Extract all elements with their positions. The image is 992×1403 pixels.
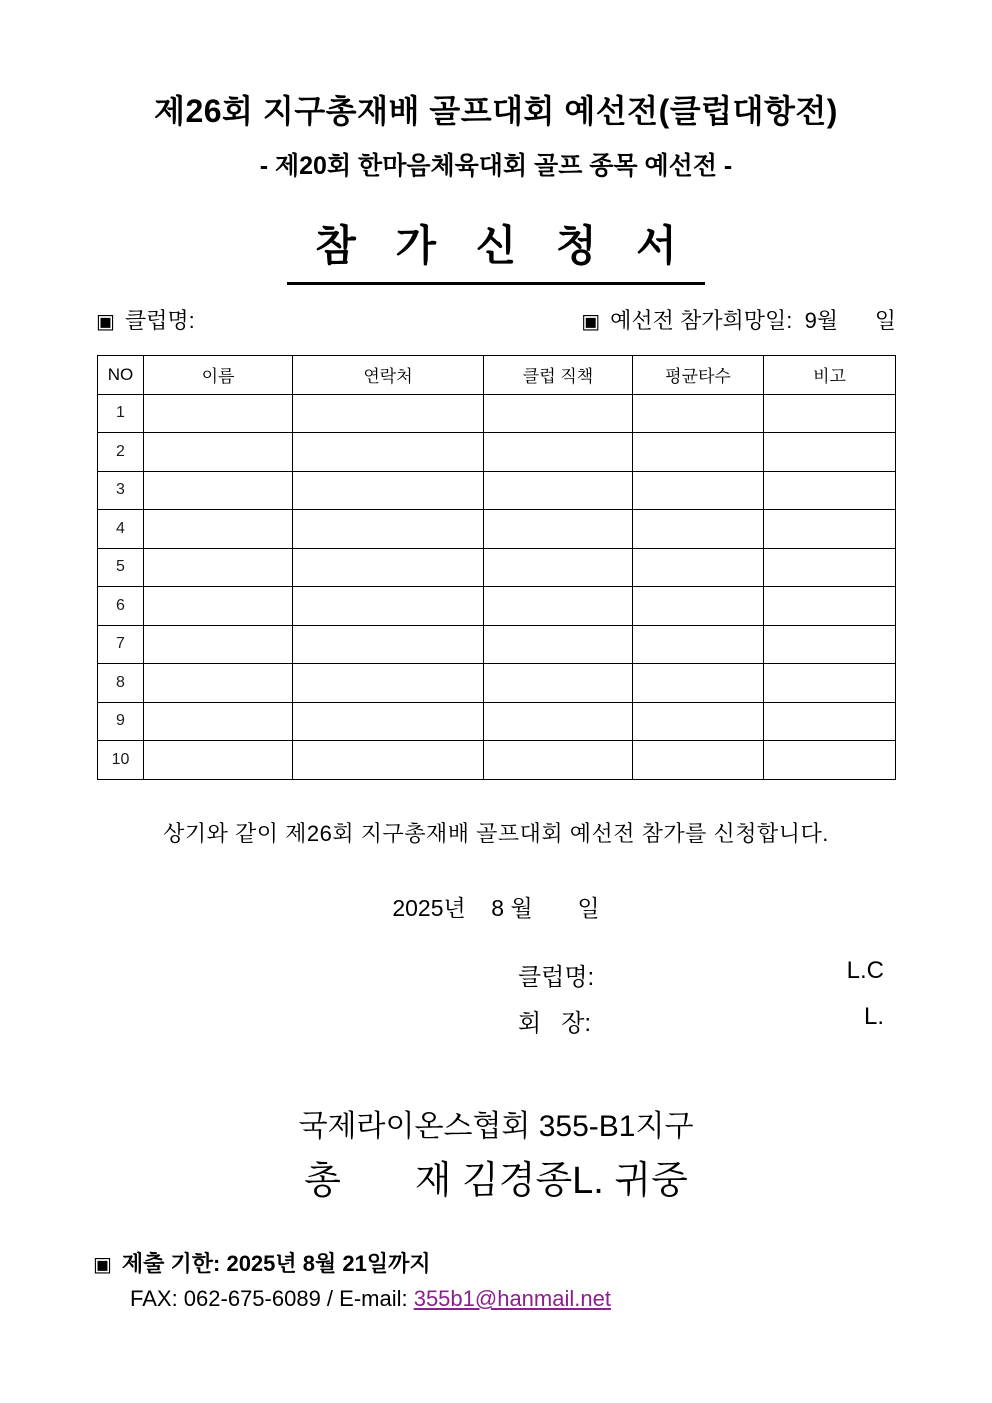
- empty-cell: [484, 433, 633, 472]
- row-number-cell: 8: [98, 664, 144, 703]
- signature-president-label: 회 장:: [518, 1010, 592, 1037]
- club-name-label: 클럽명:: [124, 308, 195, 333]
- empty-cell: [144, 471, 293, 510]
- empty-cell: [293, 471, 484, 510]
- empty-cell: [764, 433, 896, 472]
- empty-cell: [633, 433, 764, 472]
- row-number-cell: 10: [98, 741, 144, 780]
- table-row: [98, 433, 896, 472]
- empty-cell: [484, 625, 633, 664]
- empty-cell: [764, 510, 896, 549]
- contact-line: [130, 1286, 611, 1312]
- empty-cell: [484, 548, 633, 587]
- column-header: 이름: [144, 356, 293, 395]
- empty-cell: [144, 625, 293, 664]
- row-number-cell: 7: [98, 625, 144, 664]
- deadline-text: 제출 기한: 2025년 8월 21일까지: [121, 1251, 431, 1276]
- table-row: [98, 548, 896, 587]
- empty-cell: [293, 664, 484, 703]
- empty-cell: [144, 741, 293, 780]
- empty-cell: [144, 587, 293, 626]
- square-bullet-icon: ▣: [581, 311, 601, 333]
- empty-cell: [764, 702, 896, 741]
- empty-cell: [144, 702, 293, 741]
- empty-cell: [293, 741, 484, 780]
- empty-cell: [764, 587, 896, 626]
- table-row: [98, 587, 896, 626]
- empty-cell: [144, 510, 293, 549]
- empty-cell: [144, 433, 293, 472]
- signature-president-row: [518, 1003, 884, 1038]
- empty-cell: [484, 394, 633, 433]
- row-number-cell: 3: [98, 471, 144, 510]
- empty-cell: [764, 394, 896, 433]
- empty-cell: [633, 510, 764, 549]
- empty-cell: [484, 510, 633, 549]
- meta-row: [96, 304, 896, 335]
- column-header: 비고: [764, 356, 896, 395]
- empty-cell: [293, 587, 484, 626]
- row-number-cell: 2: [98, 433, 144, 472]
- empty-cell: [633, 664, 764, 703]
- signature-club-row: [518, 957, 884, 992]
- empty-cell: [293, 702, 484, 741]
- declaration-statement: 상기와 같이 제26회 지구총재배 골프대회 예선전 참가를 신청합니다.: [163, 821, 829, 846]
- date-line: 2025년 8 월 일: [392, 895, 600, 921]
- column-header: NO: [98, 356, 144, 395]
- row-number-cell: 5: [98, 548, 144, 587]
- empty-cell: [633, 548, 764, 587]
- form-heading: 참 가 신 청 서: [287, 213, 705, 285]
- signature-club-label: 클럽명:: [518, 964, 595, 991]
- square-bullet-icon: ▣: [96, 311, 115, 333]
- empty-cell: [633, 702, 764, 741]
- table-row: [98, 510, 896, 549]
- table-row: [98, 394, 896, 433]
- row-number-cell: 6: [98, 587, 144, 626]
- empty-cell: [484, 664, 633, 703]
- empty-cell: [764, 548, 896, 587]
- empty-cell: [633, 587, 764, 626]
- submission-deadline: [93, 1247, 431, 1278]
- empty-cell: [293, 433, 484, 472]
- email-link[interactable]: 355b1@hanmail.net: [413, 1286, 611, 1311]
- row-number-cell: 1: [98, 394, 144, 433]
- column-header: 평균타수: [633, 356, 764, 395]
- empty-cell: [764, 625, 896, 664]
- club-name-field: [96, 304, 195, 335]
- empty-cell: [293, 625, 484, 664]
- document-title: 제26회 지구총재배 골프대회 예선전(클럽대항전): [154, 93, 838, 129]
- empty-cell: [293, 394, 484, 433]
- form-heading-wrap: [0, 213, 992, 285]
- empty-cell: [484, 702, 633, 741]
- empty-cell: [633, 394, 764, 433]
- empty-cell: [764, 471, 896, 510]
- fax-email-text: FAX: 062-675-6089 / E-mail:: [130, 1286, 414, 1311]
- empty-cell: [293, 510, 484, 549]
- signature-club-value: L.C: [846, 957, 884, 984]
- empty-cell: [633, 471, 764, 510]
- empty-cell: [144, 664, 293, 703]
- row-number-cell: 4: [98, 510, 144, 549]
- row-number-cell: 9: [98, 702, 144, 741]
- empty-cell: [633, 625, 764, 664]
- table-header-row: [98, 356, 896, 395]
- roster-table: [97, 355, 896, 780]
- empty-cell: [293, 548, 484, 587]
- table-row: [98, 702, 896, 741]
- empty-cell: [764, 664, 896, 703]
- wish-date-label: 예선전 참가희망일: 9월 일: [610, 308, 896, 333]
- column-header: 연락처: [293, 356, 484, 395]
- table-row: [98, 471, 896, 510]
- document-subtitle: - 제20회 한마음체육대회 골프 종목 예선전 -: [259, 152, 733, 180]
- empty-cell: [484, 471, 633, 510]
- empty-cell: [144, 394, 293, 433]
- table-row: [98, 741, 896, 780]
- empty-cell: [484, 587, 633, 626]
- signature-president-value: L.: [863, 1003, 884, 1030]
- empty-cell: [633, 741, 764, 780]
- table-row: [98, 664, 896, 703]
- empty-cell: [764, 741, 896, 780]
- column-header: 클럽 직책: [484, 356, 633, 395]
- recipient-organization: 국제라이온스협회 355-B1지구: [298, 1110, 694, 1143]
- empty-cell: [144, 548, 293, 587]
- recipient-addressee: 총 재 김경종L. 귀중: [304, 1160, 688, 1202]
- square-bullet-icon: ▣: [93, 1254, 112, 1276]
- table-body: [98, 394, 896, 779]
- wish-date-field: [581, 304, 896, 335]
- table-row: [98, 625, 896, 664]
- empty-cell: [484, 741, 633, 780]
